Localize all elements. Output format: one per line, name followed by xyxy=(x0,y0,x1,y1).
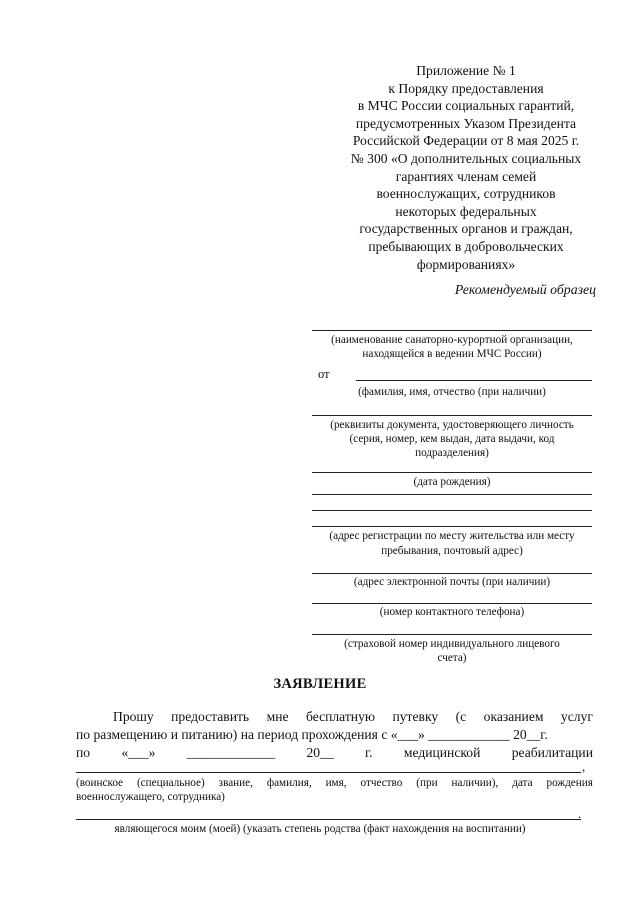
word: мне xyxy=(266,709,289,724)
appendix-line: в МЧС России социальных гарантий, xyxy=(357,98,575,114)
appendix-line: Российской Федерации от 8 мая 2025 г. xyxy=(352,133,580,149)
address-line xyxy=(312,510,592,511)
application-text xyxy=(76,708,593,762)
relation-caption: являющегося моим (моей) (указать степень родства (факт нахождения на воспитании) xyxy=(114,823,526,835)
snils-caption: счета) xyxy=(437,652,467,665)
word: предоставить xyxy=(171,709,250,724)
word: реабилитации xyxy=(511,745,593,760)
appendix-line: к Порядку предоставления xyxy=(388,80,544,96)
serviceman-line xyxy=(76,772,581,773)
appendix-line: формированиях» xyxy=(416,256,516,272)
from-line xyxy=(356,380,592,381)
word: (воинское xyxy=(76,777,124,789)
address-line xyxy=(312,494,592,495)
birth-caption: (дата рождения) xyxy=(413,476,491,489)
appendix-line: военнослужащих, сотрудников xyxy=(376,186,556,202)
phone-line xyxy=(312,603,592,604)
text-row xyxy=(76,744,593,762)
appendix-line: гарантиях членам семей xyxy=(395,168,537,184)
line-comma: , xyxy=(582,759,586,774)
word: дата xyxy=(512,777,533,789)
email-line xyxy=(312,573,592,574)
word: звание, xyxy=(218,777,253,789)
sample-label: Рекомендуемый образец xyxy=(454,282,596,297)
word: бесплатную xyxy=(305,709,376,724)
word: отчество xyxy=(360,777,403,789)
document-caption: (серия, номер, кем выдан, дата выдачи, код xyxy=(349,432,555,445)
word: (с xyxy=(455,709,467,724)
word: рождения xyxy=(546,777,593,789)
appendix-line: пребывающих в добровольческих xyxy=(368,238,564,254)
from-label: от xyxy=(318,367,330,382)
document-line xyxy=(312,415,592,416)
snils-line xyxy=(312,634,592,635)
word: медицинской xyxy=(403,745,481,760)
appendix-line: Приложение № 1 xyxy=(416,63,516,78)
address-caption: пребывания, почтовый адрес) xyxy=(381,544,523,557)
appendix-line: № 300 «О дополнительных социальных xyxy=(350,150,582,166)
word: «___» xyxy=(121,745,156,760)
organization-caption: находящейся в ведении МЧС России) xyxy=(362,348,542,361)
word: путевку xyxy=(392,709,439,724)
word: оказанием xyxy=(483,709,544,724)
word: (при xyxy=(416,777,438,789)
document-caption: (реквизиты документа, удостоверяющего личность xyxy=(330,418,574,431)
appendix-line: предусмотренных Указом Президента xyxy=(355,115,577,131)
document-title: ЗАЯВЛЕНИЕ xyxy=(273,676,367,692)
word: (специальное) xyxy=(136,777,205,789)
word: по xyxy=(76,745,91,760)
snils-caption: (страховой номер индивидуального лицевого xyxy=(344,638,560,651)
line-period: . xyxy=(578,806,582,821)
organization-line xyxy=(312,330,592,331)
word: 20__ xyxy=(306,745,334,760)
caption-row xyxy=(76,776,593,790)
fio-caption: (фамилия, имя, отчество (при наличии) xyxy=(358,386,546,399)
word: _____________ xyxy=(186,745,276,760)
organization-caption: (наименование санаторно-курортной организации, xyxy=(331,334,573,346)
from-row xyxy=(312,365,592,383)
word: фамилия, xyxy=(266,777,312,789)
relation-line xyxy=(76,819,581,820)
caption-row: военнослужащего, сотрудника) xyxy=(76,791,225,803)
word: Прошу xyxy=(113,709,154,724)
word: услуг xyxy=(560,709,593,724)
word: г. xyxy=(365,745,373,760)
text-row xyxy=(76,708,593,726)
appendix-line: государственных органов и граждан, xyxy=(359,221,573,237)
appendix-line: некоторых федеральных xyxy=(395,203,537,219)
phone-caption: (номер контактного телефона) xyxy=(379,606,525,619)
address-line xyxy=(312,526,592,527)
document-caption: подразделения) xyxy=(415,447,489,460)
birth-line xyxy=(312,472,592,473)
serviceman-caption xyxy=(76,776,593,804)
addressee-fields xyxy=(312,330,592,666)
appendix-header xyxy=(322,62,610,273)
word: имя, xyxy=(325,777,347,789)
text-row: по размещению и питанию) на период прохождения с «___» ____________ 20__г. xyxy=(76,727,548,742)
address-caption: (адрес регистрации по месту жительства или месту xyxy=(329,530,575,543)
email-caption: (адрес электронной почты (при наличии) xyxy=(353,575,551,588)
word: наличии), xyxy=(451,777,499,789)
